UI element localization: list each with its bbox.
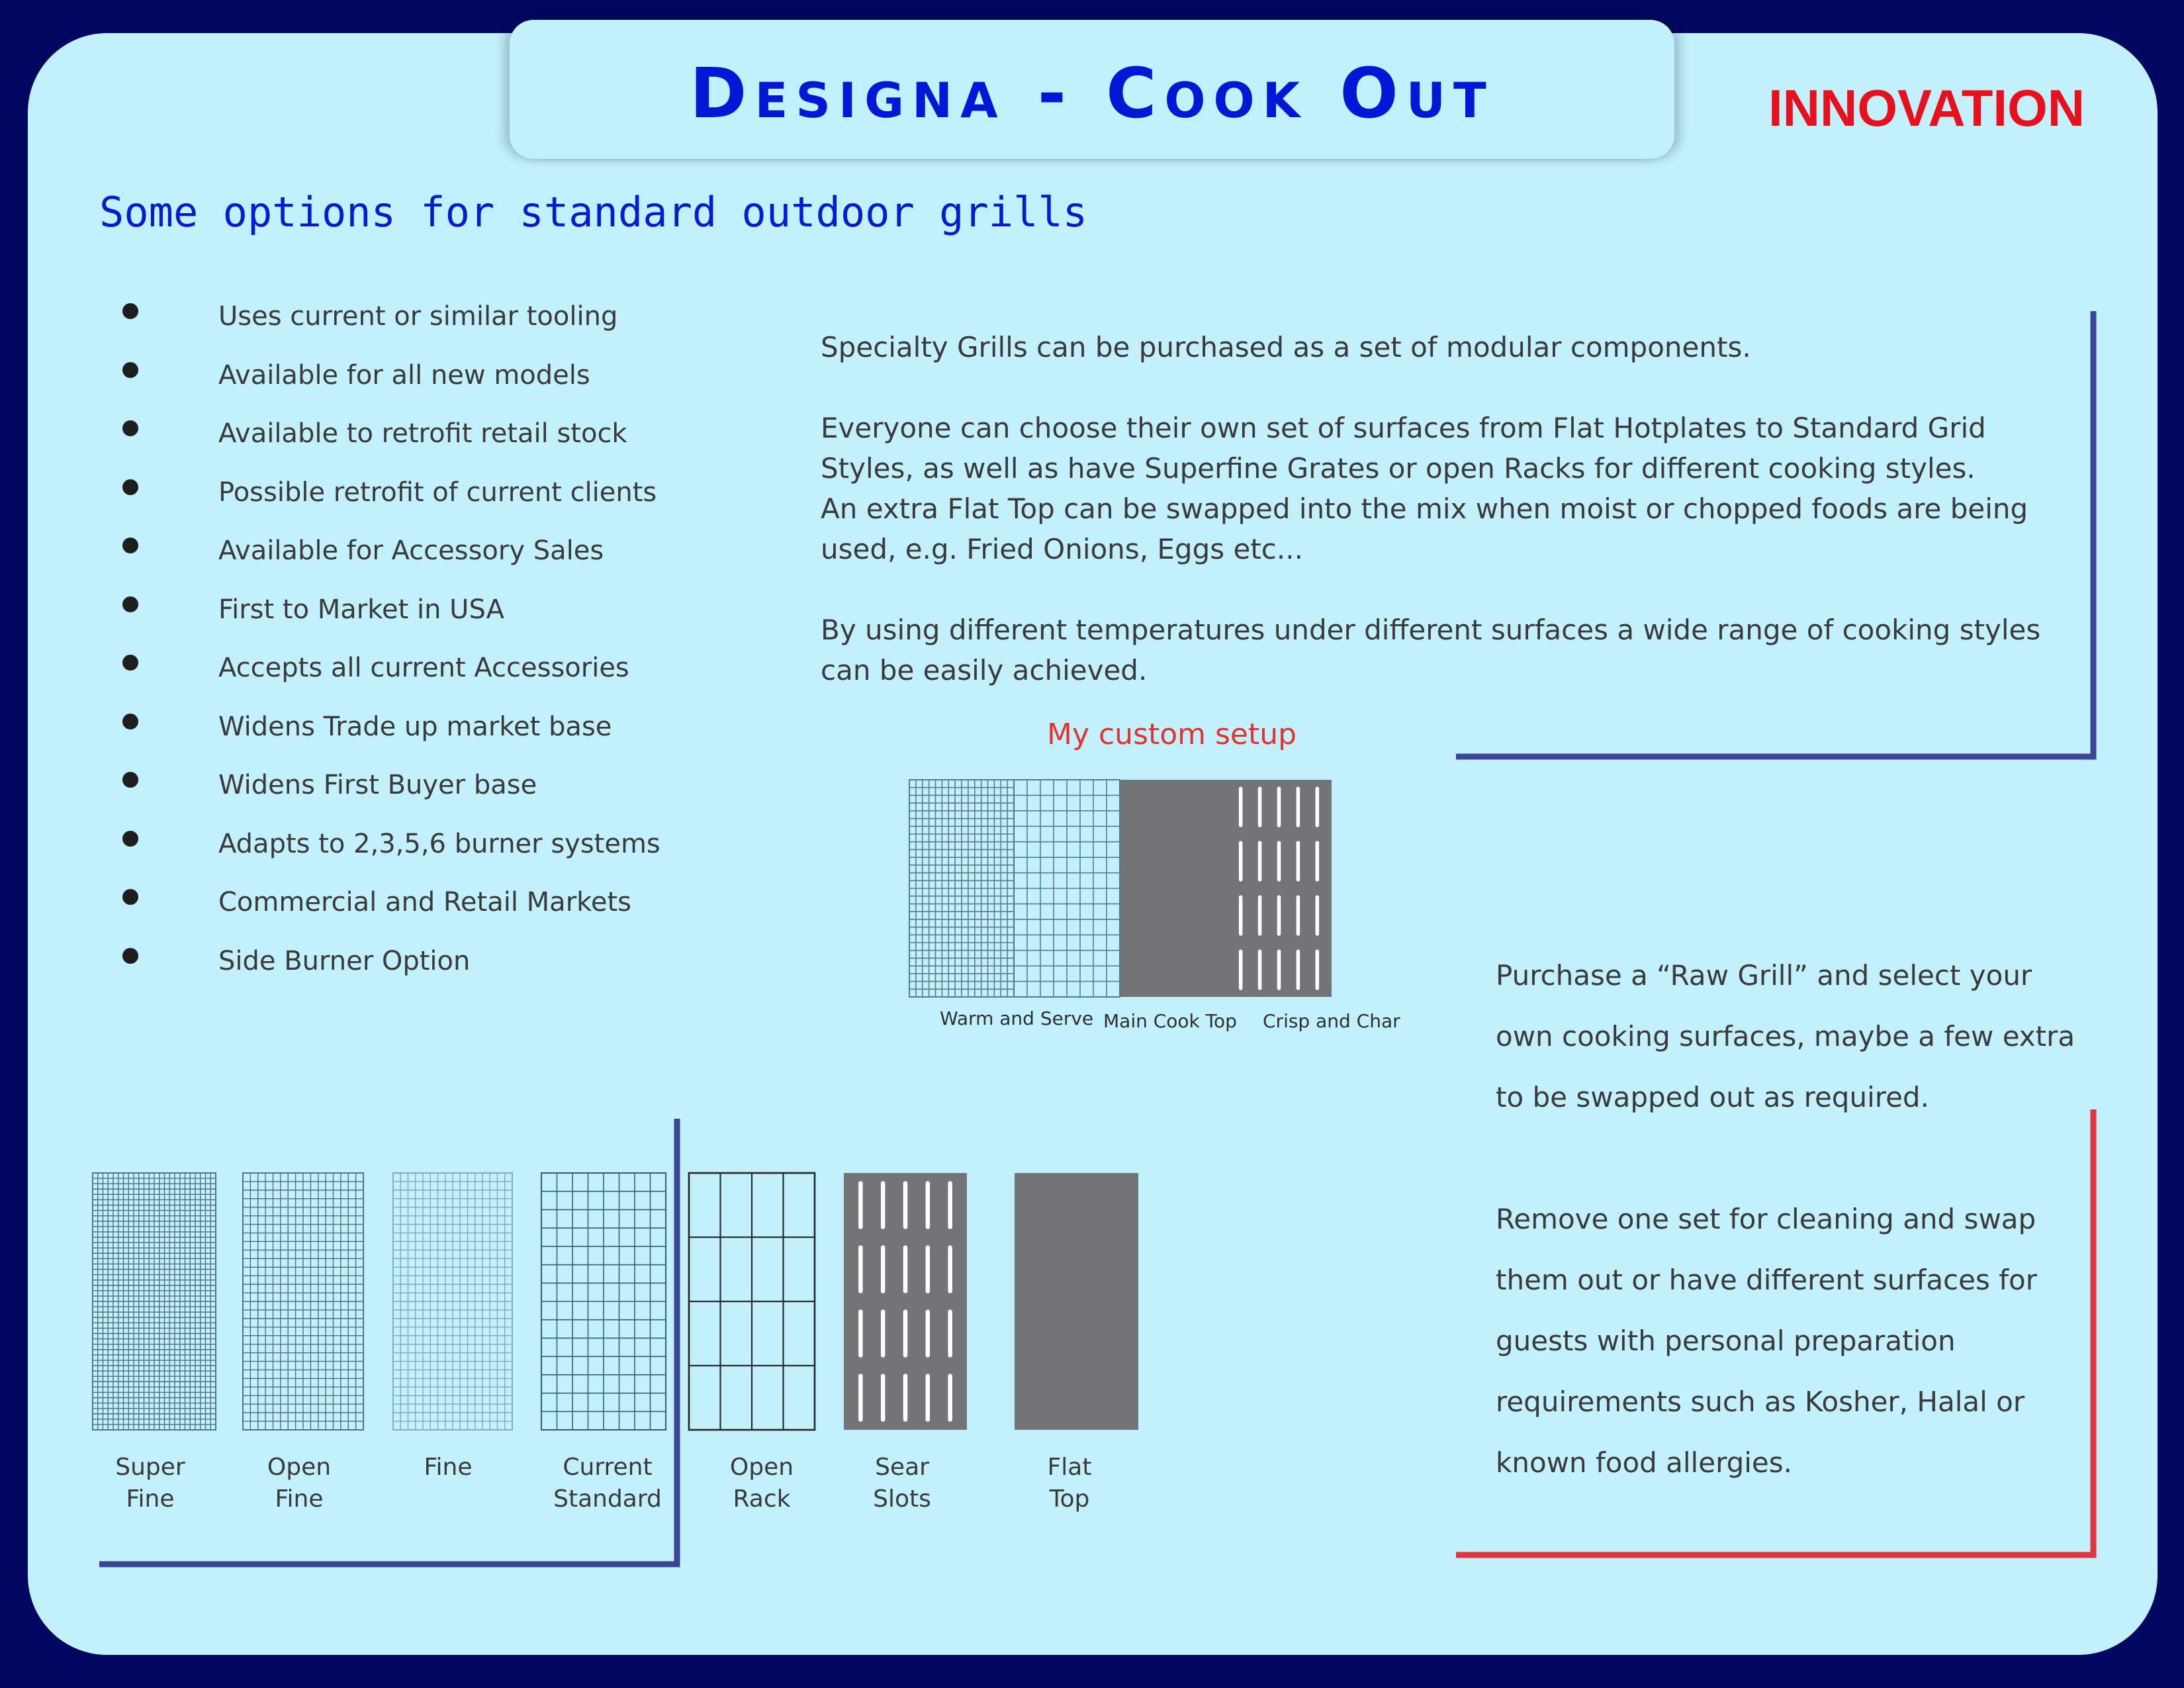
tile-sear-slots <box>844 1173 967 1430</box>
surface-warm-serve <box>909 780 1014 997</box>
grill-label-current-standard: Current Standard <box>553 1454 662 1513</box>
bullet-icon <box>122 655 138 671</box>
bracket-intro <box>1456 311 2098 761</box>
grill-label-sear-slots: Sear Slots <box>873 1454 931 1513</box>
custom-setup-surfaces <box>909 779 1332 998</box>
feature-label: Possible retrofit of current clients <box>218 477 657 508</box>
feature-item <box>113 590 660 649</box>
intro-paragraph: Specialty Grills can be purchased as a set of modular components. <box>821 331 1751 363</box>
bullet-icon <box>122 714 138 729</box>
feature-item <box>113 531 660 590</box>
feature-item <box>113 707 660 766</box>
feature-list <box>113 297 660 1000</box>
surface-flat <box>1120 780 1226 997</box>
intro-paragraph: Everyone can choose their own set of surfaces from Flat Hotplates to Standard Grid Styles, as well as have Superfine Grates or open Racks for different cooking styles. An extra Flat Top can be swapped into the mix when moist or chopped foods are being used, e.g. Fried Onions, Eggs etc... <box>821 412 2028 565</box>
feature-label: Side Burner Option <box>218 945 471 976</box>
feature-label: Available for all new models <box>218 359 590 391</box>
bullet-icon <box>122 831 138 847</box>
side-paragraph: Purchase a “Raw Grill” and select your own cooking surfaces, maybe a few extra to be swapped out as required. <box>1496 959 2075 1113</box>
feature-item <box>113 473 660 532</box>
feature-item <box>113 941 660 1000</box>
feature-label: Widens Trade up market base <box>218 711 612 742</box>
bullet-icon <box>122 479 138 495</box>
innovation-badge: INNOVATION <box>1768 79 2085 137</box>
custom-label-warm-serve: Warm and Serve <box>940 1008 1094 1029</box>
bullet-icon <box>122 596 138 612</box>
surface-main-cook-top <box>1014 780 1120 997</box>
feature-label: Widens First Buyer base <box>218 770 537 800</box>
bullet-icon <box>122 538 138 553</box>
custom-setup-grill <box>909 779 1332 998</box>
grill-label-super-fine: Super Fine <box>115 1454 185 1513</box>
surface-crisp-char <box>1226 780 1332 997</box>
feature-item <box>113 765 660 824</box>
feature-label: Commercial and Retail Markets <box>218 887 632 917</box>
feature-label: Accepts all current Accessories <box>218 653 629 683</box>
feature-item <box>113 297 660 355</box>
grill-options <box>86 1165 1158 1443</box>
page-subtitle: Some options for standard outdoor grills <box>99 188 1088 236</box>
feature-item <box>113 882 660 941</box>
tile-current-standard <box>541 1173 666 1430</box>
custom-label-crisp-char: Crisp and Char <box>1263 1010 1400 1032</box>
side-paragraph: Remove one set for cleaning and swap them out or have different surfaces for guests with personal preparation requirements such as Kosher, Halal or known food allergies. <box>1496 1203 2037 1479</box>
feature-item <box>113 648 660 707</box>
bullet-icon <box>122 772 138 788</box>
bullet-icon <box>122 362 138 378</box>
feature-item <box>113 824 660 883</box>
feature-label: Uses current or similar tooling <box>218 301 618 332</box>
custom-setup-title: My custom setup <box>1047 718 1297 751</box>
tile-open-fine <box>243 1173 363 1430</box>
bullet-icon <box>122 303 138 319</box>
feature-item <box>113 414 660 473</box>
feature-label: Adapts to 2,3,5,6 burner systems <box>218 828 660 859</box>
bullet-icon <box>122 948 138 964</box>
feature-item <box>113 355 660 414</box>
tile-open-rack <box>689 1173 815 1430</box>
bullet-icon <box>122 420 138 436</box>
side-text <box>1496 945 2091 1493</box>
intro-paragraph: By using different temperatures under different surfaces a wide range of cooking styles can be easily achieved. <box>821 614 2041 686</box>
bullet-icon <box>122 889 138 905</box>
grill-label-flat-top: Flat Top <box>1047 1454 1092 1513</box>
tile-super-fine <box>93 1173 216 1430</box>
page-title: Designa - Cook Out <box>690 53 1494 134</box>
grill-label-open-fine: Open Fine <box>267 1454 332 1513</box>
tile-flat-top <box>1015 1173 1138 1430</box>
feature-label: First to Market in USA <box>218 594 504 625</box>
custom-label-main-cook-top: Main Cook Top <box>1103 1010 1237 1032</box>
feature-label: Available to retrofit retail stock <box>218 418 627 449</box>
feature-label: Available for Accessory Sales <box>218 536 604 566</box>
grill-label-open-rack: Open Rack <box>729 1454 794 1513</box>
tile-fine <box>393 1173 512 1430</box>
grill-label-fine: Fine <box>424 1454 473 1481</box>
